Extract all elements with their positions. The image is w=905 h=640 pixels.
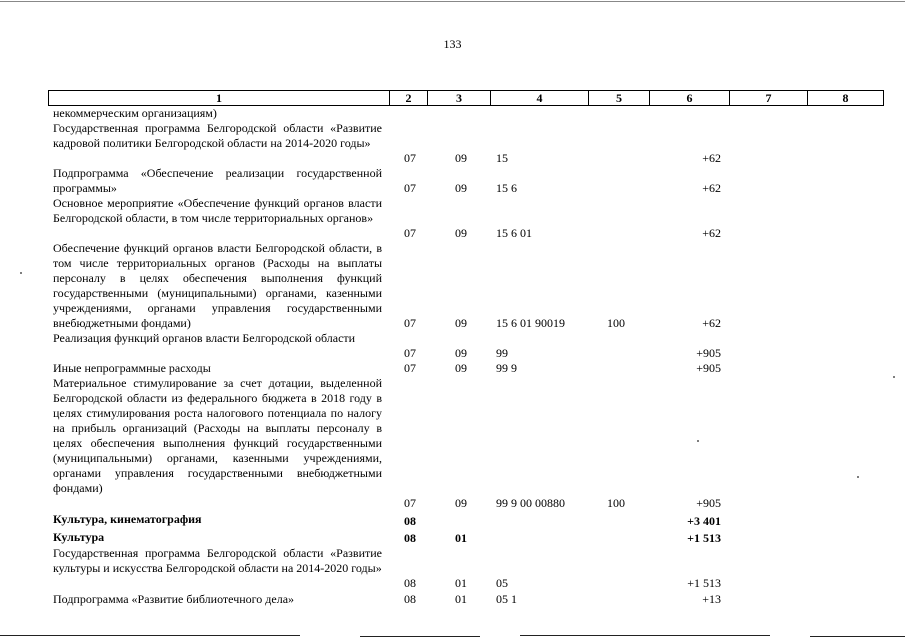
row-amount: +62 bbox=[702, 226, 721, 240]
row-subsection: 01 bbox=[455, 592, 467, 606]
table-row bbox=[0, 376, 905, 511]
row-subsection: 09 bbox=[455, 346, 467, 360]
row-description: Культура, кинематография bbox=[53, 512, 202, 526]
scan-speck bbox=[893, 376, 895, 378]
row-subsection: 09 bbox=[455, 226, 467, 240]
row-section: 08 bbox=[404, 531, 416, 545]
table-row bbox=[0, 361, 905, 376]
row-description: Основное мероприятие «Обеспечение функций органов власти Белгородской области, в том числе территориальных органов» bbox=[53, 196, 382, 225]
scan-speck bbox=[697, 440, 699, 442]
row-target-code: 05 1 bbox=[496, 592, 517, 606]
row-subsection: 01 bbox=[455, 576, 467, 590]
row-description: Государственная программа Белгородской области «Развитие культуры и искусства Белгородской области на 2014-2020 годы» bbox=[53, 546, 382, 575]
table-row bbox=[0, 121, 905, 166]
row-target-code: 15 6 01 bbox=[496, 226, 532, 240]
table-row bbox=[0, 106, 905, 121]
row-amount: +905 bbox=[696, 361, 721, 375]
header-col-5: 5 bbox=[589, 91, 650, 105]
row-description: Материальное стимулирование за счет дотации, выделенной Белгородской области из федерального бюджета в 2018 году в целях стимулирования роста налогового потенциала по налогу на прибыль организаций (Расходы на выплаты персоналу в целях обеспечения выполнения функций государственными (муниципальными) органами, казенными учреждениями, органами управления государственными внебюджетными фондами) bbox=[53, 376, 382, 495]
scan-edge-top bbox=[0, 1, 905, 2]
header-col-4: 4 bbox=[491, 91, 589, 105]
row-description: Иные непрограммные расходы bbox=[53, 361, 211, 375]
row-description: Реализация функций органов власти Белгородской области bbox=[53, 331, 356, 345]
table-header bbox=[48, 90, 884, 106]
header-col-3: 3 bbox=[428, 91, 491, 105]
row-target-code: 15 6 01 90019 bbox=[496, 316, 565, 330]
row-section: 07 bbox=[404, 181, 416, 195]
row-section: 07 bbox=[404, 226, 416, 240]
row-amount: +13 bbox=[702, 592, 721, 606]
row-target-code: 15 6 bbox=[496, 181, 517, 195]
header-col-6: 6 bbox=[650, 91, 730, 105]
row-target-code: 99 9 00 00880 bbox=[496, 496, 565, 510]
row-amount: +3 401 bbox=[687, 514, 721, 528]
header-col-1: 1 bbox=[49, 91, 390, 105]
row-target-code: 99 bbox=[496, 346, 508, 360]
row-amount: +1 513 bbox=[687, 576, 721, 590]
table-row bbox=[0, 512, 905, 529]
row-target-code: 15 bbox=[496, 151, 508, 165]
row-target-code: 05 bbox=[496, 576, 508, 590]
row-amount: +1 513 bbox=[687, 531, 721, 545]
row-section: 07 bbox=[404, 361, 416, 375]
row-section: 08 bbox=[404, 592, 416, 606]
row-expense-type: 100 bbox=[607, 316, 625, 330]
row-subsection: 09 bbox=[455, 151, 467, 165]
row-expense-type: 100 bbox=[607, 496, 625, 510]
row-description: Культура bbox=[53, 530, 105, 544]
header-col-8: 8 bbox=[842, 91, 849, 105]
row-description: Обеспечение функций органов власти Белгородской области, в том числе территориальных органов (Расходы на выплаты персоналу в целях обеспечения выполнения функций государственными (муниципальными) органами, казенными учреждениями, органами управления государственными внебюджетными фондами) bbox=[53, 241, 382, 330]
scan-speck bbox=[20, 272, 22, 274]
row-target-code: 99 9 bbox=[496, 361, 517, 375]
scan-speck bbox=[857, 476, 859, 478]
scan-edge-bottom bbox=[0, 635, 300, 636]
table-row bbox=[0, 546, 905, 591]
header-col-2: 2 bbox=[390, 91, 428, 105]
scan-edge-bottom bbox=[810, 636, 905, 637]
row-description: Подпрограмма «Обеспечение реализации государственной программы» bbox=[53, 166, 382, 195]
table-row bbox=[0, 196, 905, 241]
table-row bbox=[0, 331, 905, 361]
row-section: 07 bbox=[404, 316, 416, 330]
row-subsection: 09 bbox=[455, 181, 467, 195]
row-amount: +905 bbox=[696, 346, 721, 360]
row-section: 07 bbox=[404, 346, 416, 360]
table-row bbox=[0, 241, 905, 331]
row-section: 08 bbox=[404, 576, 416, 590]
table-row bbox=[0, 592, 905, 607]
scan-edge-bottom bbox=[360, 636, 480, 637]
table-row bbox=[0, 166, 905, 196]
scan-edge-bottom bbox=[520, 635, 770, 636]
row-amount: +905 bbox=[696, 496, 721, 510]
row-subsection: 09 bbox=[455, 316, 467, 330]
row-amount: +62 bbox=[702, 181, 721, 195]
row-subsection: 01 bbox=[455, 531, 467, 545]
row-amount: +62 bbox=[702, 151, 721, 165]
table-row bbox=[0, 530, 905, 546]
row-section: 08 bbox=[404, 514, 416, 528]
row-subsection: 09 bbox=[455, 496, 467, 510]
row-description: Государственная программа Белгородской области «Развитие кадровой политики Белгородской области на 2014-2020 годы» bbox=[53, 121, 382, 150]
header-col-7: 7 bbox=[730, 91, 808, 105]
page-number: 133 bbox=[443, 37, 462, 51]
row-amount: +62 bbox=[702, 316, 721, 330]
row-section: 07 bbox=[404, 151, 416, 165]
row-subsection: 09 bbox=[455, 361, 467, 375]
row-section: 07 bbox=[404, 496, 416, 510]
row-description: Подпрограмма «Развитие библиотечного дела» bbox=[53, 592, 295, 606]
row-description: некоммерческим организациям) bbox=[53, 106, 217, 120]
